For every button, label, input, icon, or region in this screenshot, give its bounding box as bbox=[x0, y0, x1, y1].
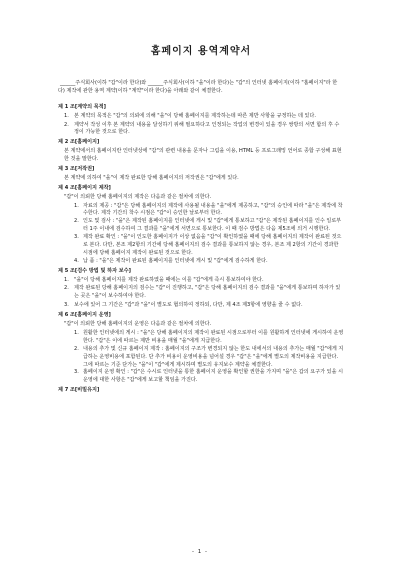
clause-text: 보수에 있어 그 기간은 "갑"과 "을"이 별도로 협의하여 정하되, 다만, 제 4조 제3항에 영향을 줄 수 없다. bbox=[74, 302, 303, 309]
clause-item bbox=[58, 113, 344, 121]
article-7 bbox=[58, 387, 344, 395]
article-paragraph: 본 계약에 의하여 "을"이 제작 완료한 당해 홈페이지의 저작권은 "갑"에게 있다. bbox=[64, 174, 239, 181]
article-heading: 제 6 조[홈페이지 운영] bbox=[58, 312, 111, 319]
clause-item bbox=[58, 330, 344, 346]
clause-text: 제작 완료된 당해 홈페이지의 검수는 "갑"이 진행하고, "갑"은 당해 홈페이지의 검수 결과를 "을"에게 통보하며 하자가 있는 곳은 "을"이 보수하여야 한다. bbox=[74, 285, 341, 300]
clause-item bbox=[58, 122, 344, 138]
clause-number: 3. bbox=[64, 302, 69, 309]
article-3 bbox=[58, 166, 344, 183]
clause-item bbox=[58, 285, 344, 301]
clause-number: 2. bbox=[64, 121, 69, 128]
clause-text: 본 계약의 목적은 "갑"의 의뢰에 의해 "을"이 당해 홈페이지를 제작하는데 따른 제반 사항을 규정하는 데 있다. bbox=[74, 112, 316, 119]
clause-item bbox=[58, 218, 344, 234]
article-6 bbox=[58, 312, 344, 385]
clause-text: 제작 완료 확인 : "을"이 인도한 홈페이지가 이상 없음을 "갑"이 확인하였을 때에 당해 홈페이지의 제작이 완료된 것으로 본다. 다만, 본조 제2항의 기간에 당해 홈페이지의 검수 결과를 통보하지 않는 경우, 본조 제 2항의 기간이 경과한 시점에 당해 홈페이지 제작이 완료된 것으로 한다. bbox=[83, 234, 342, 256]
clause-number: 2. bbox=[64, 285, 69, 292]
clause-text: 내용의 추가 및 신규 홈페이지 제작 : 홈페이지의 구조가 변경되지 않는 한도 내에서의 내용의 추가는 매월 "갑"에게 지급하는 운영비용에 포함된다. 단 추가 비용이 운영비용을 넘어설 경우 "갑"은 "을"에게 별도의 제작비용을 지급한다. 그에 따르는 기준 단가는 "을"이 "갑"에게 제시하며 별도의 유지보수 계약을 체결한다. bbox=[83, 345, 344, 368]
clause-number: 2. bbox=[74, 218, 79, 225]
clause-item bbox=[58, 346, 344, 370]
article-heading: 제 3 조[저작권] bbox=[58, 166, 95, 173]
clause-text: 납 품 : "을"은 제작이 완료된 홈페이지를 인터넷에 게시 및 "갑"에게 검수하게 한다. bbox=[83, 257, 268, 264]
clause-text: "을"이 당해 홈페이지를 제작 완료하였을 때에는 이를 "갑"에게 즉시 통보하여야 한다. bbox=[74, 276, 264, 283]
clause-item bbox=[58, 258, 344, 266]
article-4 bbox=[58, 185, 344, 266]
clause-text: 홈페이지 운영 확인 : "갑"은 수시로 인터넷을 통한 홈페이지 운영을 확인할 권한을 가지며 "을"은 갑의 요구가 있을 시 운영에 대한 사항은 "갑"에게 보고할 책임을 가진다. bbox=[83, 369, 344, 384]
clause-text: 자료의 제공 : "갑"은 당해 홈페이지의 제작에 사용될 내용을 "을"에게 제공하고, "갑"의 승인에 따라 "을"은 제작에 착수한다. 제작 기간의 착수 시점은 "갑"이 승인한 날로부터 한다. bbox=[83, 202, 343, 217]
clause-number: 1. bbox=[74, 329, 79, 336]
clause-number: 1. bbox=[64, 276, 69, 283]
clause-number: 3. bbox=[74, 234, 79, 241]
article-heading: 제 5 조[검수 방법 및 하자 보수] bbox=[58, 267, 131, 274]
clause-number: 1. bbox=[64, 112, 69, 119]
document-title: 홈페이지 용역계약서 bbox=[150, 46, 252, 57]
page-number: - 1 - bbox=[192, 549, 208, 555]
clause-item bbox=[58, 234, 344, 258]
article-heading: 제 4 조[홈페이지 제작] bbox=[58, 184, 111, 191]
article-5 bbox=[58, 268, 344, 310]
article-heading: 제 7 조[비밀유지] bbox=[58, 387, 100, 394]
article-paragraph: "갑"이 의뢰한 당해 홈페이지의 운영은 다음과 같은 절차에 의한다. bbox=[64, 321, 212, 328]
article-2 bbox=[58, 139, 344, 164]
clause-number: 4. bbox=[74, 257, 79, 264]
clause-item bbox=[58, 203, 344, 219]
clause-text: 원활한 인터넷에의 게시 : "을"은 당해 홈페이지의 제작이 완료된 시점으로부터 이를 원활하게 인터넷에 게시하여 운영한다. "갑"은 이에 따르는 제반 비용을 매월 "을"에게 지급한다. bbox=[83, 329, 344, 344]
article-heading: 제 2 조[홈페이지] bbox=[58, 139, 100, 146]
clause-text: 인도 및 검사 : "을"은 제작된 홈페이지를 인터넷에 게시 및 "갑"에게 통보하고 "갑"은 제작된 홈페이지를 인수 일로부터 1주 이내에 검수하여 그 결과를 "을"에게 서면으로 통보한다. 이 때 검수 방법은 다음 제5조에 의거 시행한다. bbox=[83, 218, 342, 233]
clause-number: 1. bbox=[74, 202, 79, 209]
clause-item bbox=[58, 302, 344, 310]
clause-number: 3. bbox=[74, 369, 79, 376]
clause-text: 계약서 작성 이후 본 계약의 내용을 달성하기 위해 필요하다고 인정되는 작업의 변경이 있을 경우 쌍방의 서면 합의 후 수정이 가능한 것으로 한다. bbox=[74, 121, 340, 136]
article-paragraph: "갑"이 의뢰한 당해 홈페이지의 제작은 다음과 같은 절차에 의한다. bbox=[64, 193, 212, 200]
articles-container bbox=[58, 104, 344, 395]
article-paragraph: 본 계약에서의 홈페이지란 인터넷상에 "갑"의 관련 내용을 문자나 그림을 이용, HTML 등 프로그래밍 언어로 종합 구성해 표현한 것을 말한다. bbox=[64, 148, 342, 163]
clause-item bbox=[58, 369, 344, 385]
article-heading: 제 1 조[계약의 목적] bbox=[58, 103, 106, 110]
clause-item bbox=[58, 277, 344, 285]
clause-number: 2. bbox=[74, 345, 79, 352]
intro-paragraph: ______주식회사(이하 "갑"이라 한다)와 ______주식회사(이하 "을"이라 한다)는 "갑"의 인터넷 홈페이지(이하 "홈페이지"라 한다) 제작에 관한 용역 계약(이하 "계약"이라 한다)을 아래와 같이 체결한다. bbox=[58, 80, 338, 94]
article-1 bbox=[58, 104, 344, 138]
